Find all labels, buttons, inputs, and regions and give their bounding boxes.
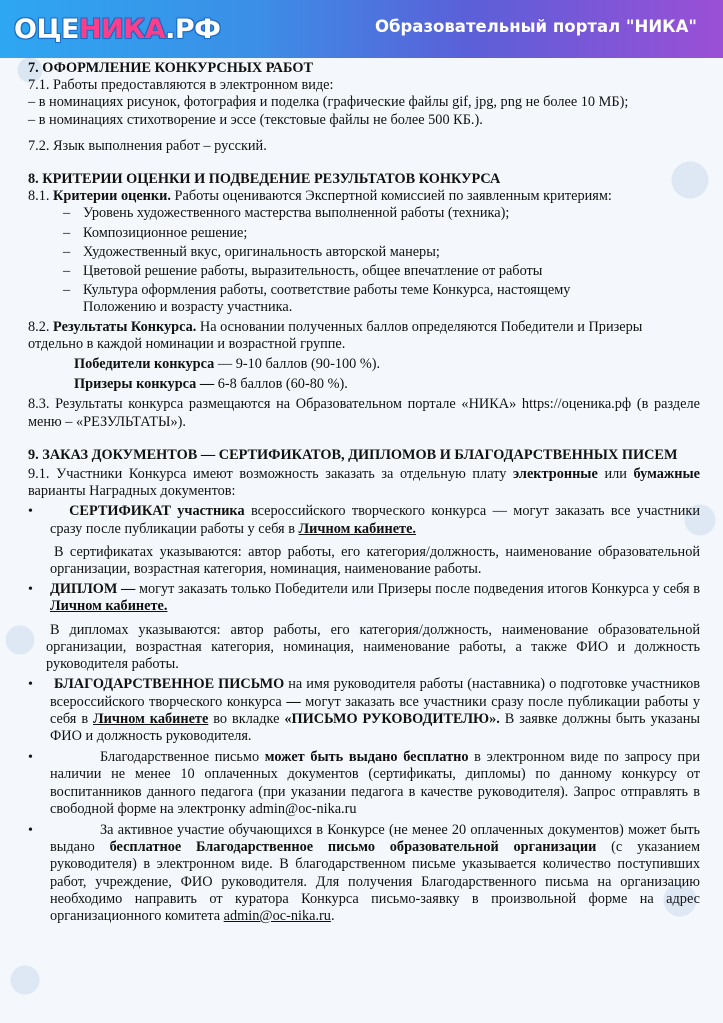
logo-text-accent: НИКА xyxy=(78,13,166,45)
diploma-info-text: В дипломах указываются: автор работы, его категория/должность, наименование образовательной организации, возрастная категория, номинация, наименование работы, а также ФИО и должность руководителя работы. xyxy=(46,621,700,673)
site-logo[interactable] xyxy=(14,9,220,49)
letter-item xyxy=(28,676,700,745)
spacer xyxy=(28,431,700,447)
section-9-title: 9. ЗАКАЗ ДОКУМЕНТОВ — СЕРТИФИКАТОВ, ДИПЛОМОВ И БЛАГОДАРСТВЕННЫХ ПИСЕМ xyxy=(28,446,678,463)
prizers-line xyxy=(28,376,700,393)
paper-label: бумажные xyxy=(633,466,700,483)
criteria-item xyxy=(28,282,700,299)
criteria-text: Цветовой решение работы, выразительность, общее впечатление от работы xyxy=(83,263,543,280)
free-letter-bold: может быть выдано бесплатно xyxy=(264,749,469,766)
dash-marker: – xyxy=(63,263,71,280)
section-8-1 xyxy=(28,188,700,205)
section-9-1-text: 9.1. Участники Конкурса имеют возможность заказать за отдельную плату xyxy=(28,466,514,483)
certificate-text: всероссийского творческого конкурса — могут заказать все участники сразу после публикации работы у себя в xyxy=(50,503,700,537)
certificate-item xyxy=(28,503,700,537)
personal-cabinet-link[interactable]: Личном кабинете xyxy=(93,710,209,727)
prizers-label: Призеры конкурса — xyxy=(74,376,215,393)
section-8-2-text: На основании полученных баллов определяются Победители и Призеры отдельно в каждой номинации и возрастной группе. xyxy=(28,318,643,352)
free-letter-text-2: в электронном виде по запросу при наличии не менее 10 оплаченных документов (сертификаты, дипломы) по данному конкурсу от воспитанников данного педагога (при указании педагога в качестве руководителя). Запрос отправлять в свободной форме на электронку admin@oc-nika.ru xyxy=(50,749,700,817)
diploma-label: ДИПЛОМ — xyxy=(50,581,136,598)
diploma-item xyxy=(28,581,700,615)
dash-marker: – xyxy=(63,282,71,299)
portal-title: Образовательный портал "НИКА" xyxy=(374,17,697,36)
section-9-1 xyxy=(28,466,700,500)
section-7-1-item-2: – в номинациях стихотворение и эссе (текстовые файлы не более 500 КБ.). xyxy=(28,111,483,128)
section-8-1-number: 8.1. xyxy=(28,188,54,205)
electronic-label: электронные xyxy=(513,466,598,483)
section-7-1: 7.1. Работы предоставляются в электронном виде: xyxy=(28,77,334,94)
bullet-marker: • xyxy=(28,504,33,520)
dash-marker: – xyxy=(63,205,71,222)
document-body xyxy=(28,60,700,925)
letter-text-4: В заявке должны быть указаны ФИО и должность руководителя. xyxy=(50,710,701,744)
personal-cabinet-link[interactable]: Личном кабинете. xyxy=(298,520,416,537)
section-8-3: 8.3. Результаты конкурса размещаются на Образовательном портале «НИКА» https://оценика.рф (в разделе меню – «РЕЗУЛЬТАТЫ»). xyxy=(28,396,700,430)
diploma-text: могут заказать только Победители или Призеры после подведения итогов Конкурса у себя в xyxy=(135,581,700,598)
letter-text-3: во вкладке xyxy=(208,710,285,727)
section-8-2-number: 8.2. xyxy=(28,318,54,335)
section-9-1-tail: варианты Наградных документов: xyxy=(28,483,236,500)
certificate-info-text: В сертификатах указываются: автор работы, его категория/должность, наименование образовательной организации, возрастная категория, номинация, наименование работы. xyxy=(50,543,700,578)
certificate-info xyxy=(28,544,700,578)
criteria-item xyxy=(28,263,700,280)
criteria-text: Положению и возрасту участника. xyxy=(83,299,293,316)
bullet-marker: • xyxy=(28,822,33,838)
org-letter-text-2: (с указанием руководителя) в электронном виде. В благодарственном письме указывается количество поступивших работ, учреждение, ФИО руководителя. Для получения Благодарственного письма на организацию необходимо направить от куратора Конкурса письмо-заявку в произвольной форме на адрес организационного комитета xyxy=(50,839,700,924)
letter-dash: — xyxy=(286,693,301,710)
org-letter-bold: бесплатное Благодарственное письмо образовательной организации xyxy=(109,839,597,856)
criteria-item xyxy=(28,244,700,261)
letter-text-1: на имя руководителя работы (наставника) о подготовке участников всероссийского творческого конкурса xyxy=(50,676,700,710)
logo-text-part1: ОЦЕ xyxy=(14,13,79,45)
criteria-text: Композиционное решение; xyxy=(83,224,248,241)
diploma-info xyxy=(28,622,700,674)
dash-marker: – xyxy=(63,224,71,241)
admin-email-link[interactable]: admin@oc-nika.ru xyxy=(223,907,331,924)
section-8-title: 8. КРИТЕРИИ ОЦЕНКИ И ПОДВЕДЕНИЕ РЕЗУЛЬТАТОВ КОНКУРСА xyxy=(28,171,501,188)
winners-label: Победители конкурса xyxy=(74,356,215,373)
org-letter-text-1: За активное участие обучающихся в Конкурсе (не менее 20 оплаченных документов) может быть выдано xyxy=(50,821,700,856)
bullet-marker: • xyxy=(28,677,33,693)
prizers-score: 6-8 баллов (60-80 %). xyxy=(214,376,348,393)
org-letter-end: . xyxy=(330,907,335,924)
letter-text-2: могут заказать все участники сразу после публикации работы у себя в xyxy=(50,693,700,727)
org-letter-item xyxy=(28,822,700,925)
criteria-text: Художественный вкус, оригинальность авторской манеры; xyxy=(83,243,440,260)
free-letter-text-1: Благодарственное письмо xyxy=(100,749,265,766)
bullet-marker: • xyxy=(28,582,33,598)
criteria-item xyxy=(28,225,700,242)
certificate-label: СЕРТИФИКАТ участника xyxy=(69,503,245,520)
section-8-2-bold: Результаты Конкурса. xyxy=(53,318,197,335)
spacer xyxy=(28,129,700,138)
section-7-2: 7.2. Язык выполнения работ – русский. xyxy=(28,137,267,154)
section-9-1-or: или xyxy=(597,466,634,483)
section-7-title: 7. ОФОРМЛЕНИЕ КОНКУРСНЫХ РАБОТ xyxy=(28,60,314,76)
bullet-marker: • xyxy=(28,750,33,766)
free-letter-item xyxy=(28,749,700,818)
section-8-1-bold: Критерии оценки. xyxy=(53,188,171,205)
letter-label: БЛАГОДАРСТВЕННОЕ ПИСЬМО xyxy=(54,676,285,693)
section-8-2 xyxy=(28,319,700,353)
header-banner xyxy=(0,0,723,58)
personal-cabinet-link[interactable]: Личном кабинете. xyxy=(50,598,168,615)
criteria-text: Культура оформления работы, соответствие работы теме Конкурса, настоящему xyxy=(83,282,571,299)
winners-line xyxy=(28,356,700,373)
criteria-text: Уровень художественного мастерства выполненной работы (техника); xyxy=(83,205,510,222)
section-8-1-text: Работы оцениваются Экспертной комиссией по заявленным критериям: xyxy=(170,188,612,205)
logo-text-part3: .РФ xyxy=(165,13,221,45)
spacer xyxy=(28,155,700,171)
letter-tab-name: «ПИСЬМО РУКОВОДИТЕЛЮ». xyxy=(284,710,500,727)
dash-marker: – xyxy=(63,243,71,260)
winners-score: — 9-10 баллов (90-100 %). xyxy=(214,356,381,373)
section-7-1-item-1: – в номинациях рисунок, фотография и поделка (графические файлы gif, jpg, png не более 10 МБ); xyxy=(28,94,629,111)
criteria-item xyxy=(28,205,700,222)
criteria-item-continued xyxy=(28,299,700,316)
